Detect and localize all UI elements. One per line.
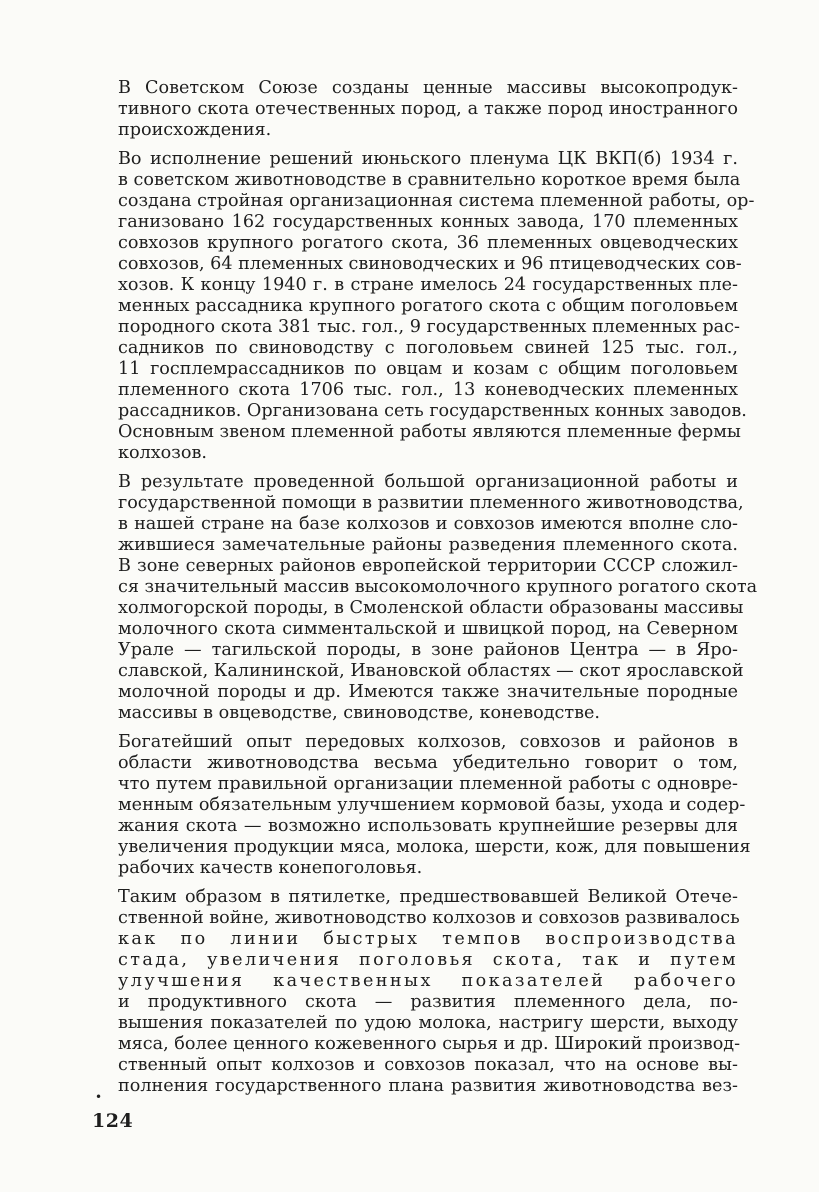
text-line: совхозов, 64 племенных свиноводческих и 96 птицеводческих сов-	[118, 254, 742, 274]
text-line-spaced: стада, увеличения поголовья скота, так и путем	[118, 950, 738, 970]
text-line: Основным звеном племенной работы являются племенные фермы	[118, 422, 741, 442]
text-line: тивного скота отечественных пород, а также пород иностранного	[118, 99, 738, 119]
text-line: ственной войне, животноводство колхозов и совхозов развивалось	[118, 908, 740, 928]
text-line: ственный опыт колхозов и совхозов показал, что на основе вы-	[118, 1055, 738, 1075]
text-line: жания скота — возможно использовать крупнейшие резервы для	[118, 816, 738, 836]
text-line: Таким образом в пятилетке, предшествовавшей Великой Отече-	[118, 887, 738, 907]
text-line: породного скота 381 тыс. гол., 9 государственных племенных рас-	[118, 317, 740, 337]
text-line: полнения государственного плана развития животноводства вез-	[118, 1076, 738, 1096]
text-line: массивы в овцеводстве, свиноводстве, коневодстве.	[118, 703, 601, 723]
text-line: садников по свиноводству с поголовьем свиней 125 тыс. гол.,	[118, 338, 738, 358]
text-line: увеличения продукции мяса, молока, шерсти, кож, для повышения	[118, 837, 751, 857]
text-line-spaced: улучшения качественных показателей рабочего	[118, 971, 738, 991]
text-line-spaced: как по линии быстрых темпов воспроизводства	[118, 929, 738, 949]
text-line: создана стройная организационная система племенной работы, ор-	[118, 191, 755, 211]
text-line: в советском животноводстве в сравнительно короткое время была	[118, 170, 741, 190]
text-line: колхозов.	[118, 443, 207, 463]
body-text	[118, 78, 758, 1105]
text-line: ся значительный массив высокомолочного крупного рогатого скота	[118, 577, 758, 597]
text-line: мяса, более ценного кожевенного сырья и др. Широкий производ-	[118, 1034, 741, 1054]
text-line: молочного скота симментальской и швицкой пород, на Северном	[118, 619, 738, 639]
text-line: рассадников. Организована сеть государственных конных заводов.	[118, 401, 747, 421]
paragraph-4	[118, 732, 751, 879]
paragraph-1	[118, 78, 738, 141]
text-line: хозов. К концу 1940 г. в стране имелось 24 государственных пле-	[118, 275, 738, 295]
text-line: государственной помощи в развитии племенного животноводства,	[118, 493, 744, 513]
text-line: 11 госплемрассадников по овцам и козам с общим поголовьем	[118, 359, 738, 379]
page-number: 124	[92, 1110, 134, 1132]
text-line: в нашей стране на базе колхозов и совхозов имеются вполне сло-	[118, 514, 738, 534]
paragraph-2	[118, 149, 755, 464]
text-line: совхозов крупного рогатого скота, 36 племенных овцеводческих	[118, 233, 738, 253]
text-line: и продуктивного скота — развития племенного дела, по-	[118, 992, 738, 1012]
text-line: молочной породы и др. Имеются также значительные породные	[118, 682, 738, 702]
text-line: ганизовано 162 государственных конных завода, 170 племенных	[118, 212, 738, 232]
text-line: В зоне северных районов европейской территории СССР сложил-	[118, 556, 738, 576]
text-line: вышения показателей по удою молока, настригу шерсти, выходу	[118, 1013, 738, 1033]
text-line: что путем правильной организации племенной работы с одновре-	[118, 774, 738, 794]
paragraph-5	[118, 887, 741, 1097]
text-line: Богатейший опыт передовых колхозов, совхозов и районов в	[118, 732, 738, 752]
text-line: В Советском Союзе созданы ценные массивы высокопродук-	[118, 78, 738, 98]
text-line: рабочих качеств конепоголовья.	[118, 858, 423, 878]
text-line: Во исполнение решений июньского пленума ЦК ВКП(б) 1934 г.	[118, 149, 738, 169]
paragraph-3	[118, 472, 758, 724]
text-line: Урале — тагильской породы, в зоне районов Центра — в Яро-	[118, 640, 738, 660]
text-line: В результате проведенной большой организационной работы и	[118, 472, 738, 492]
text-line: племенного скота 1706 тыс. гол., 13 коневодческих племенных	[118, 380, 738, 400]
text-line: менным обязательным улучшением кормовой базы, ухода и содер-	[118, 795, 746, 815]
text-line: менных рассадника крупного рогатого скота с общим поголовьем	[118, 296, 738, 316]
text-line: происхождения.	[118, 120, 272, 140]
text-line: области животноводства весьма убедительно говорит о том,	[118, 753, 738, 773]
page-mark: •	[95, 1090, 103, 1104]
text-line: холмогорской породы, в Смоленской области образованы массивы	[118, 598, 744, 618]
text-line: жившиеся замечательные районы разведения племенного скота.	[118, 535, 738, 555]
text-line: славской, Калининской, Ивановской областях — скот ярославской	[118, 661, 744, 681]
